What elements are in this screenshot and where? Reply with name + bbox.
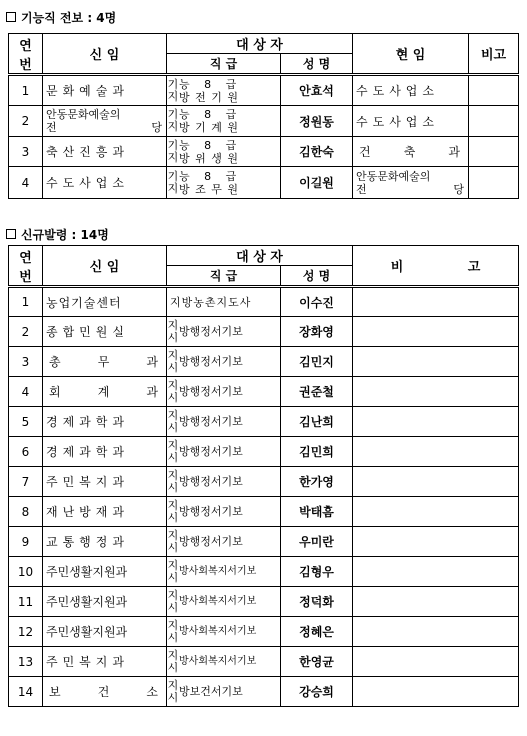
new-post: 건 (97, 685, 110, 699)
new-post: 수도사업소 (43, 167, 167, 199)
job-grade: 지방농촌지도사 (167, 287, 281, 317)
current-post: 당 (453, 182, 465, 196)
job-grade: 시 (167, 420, 179, 434)
header-label: 연 (19, 250, 32, 266)
job-grade: 지 (167, 378, 179, 392)
job-grade: 시 (167, 570, 179, 584)
table-row (9, 407, 519, 437)
job-grade: 시 (167, 480, 179, 494)
table-cell (43, 353, 166, 370)
job-grade: 방행정서기보 (179, 355, 243, 368)
table-row (9, 467, 519, 497)
row-number: 4 (9, 377, 43, 407)
table-cell (179, 78, 280, 104)
table-row (9, 677, 519, 707)
person-name: 장화영 (281, 317, 353, 347)
table-cell (167, 530, 179, 554)
table-row (9, 347, 519, 377)
table-row (9, 106, 519, 137)
job-grade: 지 (167, 618, 179, 632)
job-grade: 지 (167, 150, 179, 164)
table-cell (167, 650, 280, 674)
job-grade: 지 (167, 438, 179, 452)
row-number: 4 (9, 167, 43, 199)
person-name: 김난희 (281, 407, 353, 437)
person-name: 정혜은 (281, 617, 353, 647)
new-post: 과 (146, 355, 158, 369)
row-number: 14 (9, 677, 43, 707)
row-number: 1 (9, 287, 43, 317)
table-row (9, 647, 519, 677)
new-post: 경제과학과 (43, 407, 167, 437)
new-post: 전 (46, 121, 57, 134)
table-cell (46, 121, 166, 134)
row-number: 7 (9, 467, 43, 497)
new-post: 교통행정과 (43, 527, 167, 557)
current-post: 안동문화예술의 (356, 169, 431, 183)
job-grade: 시 (167, 330, 179, 344)
table-cell (167, 410, 280, 434)
transfer-table (8, 33, 519, 199)
table-cell (167, 139, 280, 165)
person-name: 이수진 (281, 287, 353, 317)
current-post: 과 (448, 145, 461, 159)
header-label: 번 (19, 269, 32, 285)
table-cell (167, 500, 179, 524)
job-grade: 기 (167, 138, 179, 152)
table-cell (167, 530, 280, 554)
job-grade: 방사회복지서기보 (179, 566, 257, 577)
current-post: 전 (356, 182, 367, 196)
new-post: 보 (49, 685, 61, 699)
table-cell (167, 680, 179, 704)
checkbox-square-icon (6, 12, 16, 22)
job-grade: 방행정서기보 (179, 385, 243, 398)
table-cell (179, 108, 280, 134)
table-cell (167, 560, 179, 584)
row-number: 6 (9, 437, 43, 467)
person-name: 정원동 (281, 106, 353, 137)
new-post: 경제과학과 (43, 437, 167, 467)
job-grade: 지 (167, 120, 179, 133)
job-grade: 시 (167, 600, 179, 614)
row-number: 5 (9, 407, 43, 437)
new-post: 회 (49, 385, 61, 399)
header-current-post: 현 임 (353, 34, 469, 75)
table-cell (167, 350, 280, 374)
job-grade: 시 (167, 540, 179, 554)
new-post: 무 (97, 355, 110, 369)
current-post: 수도사업소 (353, 106, 469, 137)
new-post: 종합민원실 (43, 317, 167, 347)
person-name: 강승희 (281, 677, 353, 707)
job-grade: 방보건서기보 (179, 685, 243, 698)
table-cell (167, 170, 280, 196)
table-cell (353, 143, 468, 160)
table-row (9, 377, 519, 407)
table-cell (167, 78, 280, 104)
new-post: 문화예술과 (43, 75, 167, 106)
person-name: 정덕화 (281, 587, 353, 617)
job-grade: 지 (167, 408, 179, 422)
new-post: 재난방재과 (43, 497, 167, 527)
header-target: 대 상 자 (167, 34, 353, 54)
table-row (9, 167, 519, 199)
job-grade: 지 (167, 558, 179, 572)
job-grade: 방행정서기보 (179, 445, 243, 458)
job-grade: 시 (167, 390, 179, 404)
table-cell (167, 620, 179, 644)
new-post: 주민복지과 (43, 467, 167, 497)
table-cell (167, 590, 179, 614)
job-grade: 방사회복지서기보 (179, 656, 257, 667)
table-row (9, 437, 519, 467)
table-cell (167, 108, 280, 134)
job-grade: 지 (167, 678, 179, 692)
person-name: 김한숙 (281, 137, 353, 167)
section1-heading (6, 9, 116, 26)
header-no (9, 34, 43, 75)
table-cell (167, 680, 280, 704)
section2-title: 신규발령 : 14명 (21, 228, 109, 242)
table-cell (167, 620, 280, 644)
header-remarks: 비고 (469, 34, 519, 75)
job-grade: 방 전 기 원 (179, 90, 239, 104)
table-cell (167, 440, 179, 464)
new-post: 주민생활지원과 (43, 587, 167, 617)
job-grade: 지 (167, 181, 179, 195)
job-grade: 능 8 급 (179, 138, 238, 152)
table-cell (179, 170, 280, 196)
table-cell (167, 380, 179, 404)
job-grade: 방사회복지서기보 (179, 596, 257, 607)
header-label: 번 (19, 57, 32, 73)
new-post: 과 (146, 385, 158, 399)
job-grade: 방 위 생 원 (179, 151, 239, 165)
table-cell (167, 320, 179, 344)
row-number: 8 (9, 497, 43, 527)
section2-heading (6, 226, 109, 243)
job-grade: 방행정서기보 (179, 475, 243, 488)
header-name: 성 명 (281, 54, 353, 75)
table-row (9, 317, 519, 347)
table-cell (167, 109, 179, 133)
table-cell (167, 650, 179, 674)
table-cell (167, 320, 280, 344)
row-number: 2 (9, 106, 43, 137)
checkbox-square-icon (6, 229, 16, 239)
row-number: 13 (9, 647, 43, 677)
job-grade: 지 (167, 318, 179, 332)
job-grade: 지 (167, 588, 179, 602)
person-name: 이길원 (281, 167, 353, 199)
table-cell (167, 171, 179, 195)
table-row (9, 557, 519, 587)
row-number: 3 (9, 347, 43, 377)
header-target: 대 상 자 (167, 246, 353, 266)
new-post: 소 (146, 685, 158, 699)
job-grade: 시 (167, 660, 179, 674)
job-grade: 방사회복지서기보 (179, 626, 257, 637)
header-new-post: 신 임 (43, 34, 167, 75)
job-grade: 지 (167, 648, 179, 662)
job-grade: 지 (167, 498, 179, 512)
table-cell (167, 350, 179, 374)
header-no (9, 246, 43, 287)
new-post: 주민생활지원과 (43, 617, 167, 647)
person-name: 박태흠 (281, 497, 353, 527)
table-cell (167, 440, 280, 464)
row-number: 12 (9, 617, 43, 647)
table-row (9, 617, 519, 647)
new-post: 당 (151, 121, 162, 134)
job-grade: 시 (167, 360, 179, 374)
person-name: 안효석 (281, 75, 353, 106)
row-number: 1 (9, 75, 43, 106)
new-post: 안동문화예술의 (46, 108, 121, 121)
new-post: 주민복지과 (43, 647, 167, 677)
row-number: 3 (9, 137, 43, 167)
header-label: 연 (19, 38, 32, 54)
job-grade: 기 (167, 108, 179, 121)
job-grade: 기 (167, 77, 179, 91)
header-new-post: 신 임 (43, 246, 167, 287)
person-name: 한가영 (281, 467, 353, 497)
row-number: 10 (9, 557, 43, 587)
table-cell (167, 470, 280, 494)
new-post: 주민생활지원과 (43, 557, 167, 587)
table-row (9, 587, 519, 617)
person-name: 한영균 (281, 647, 353, 677)
current-post: 축 (403, 145, 416, 159)
person-name: 우미란 (281, 527, 353, 557)
job-grade: 방행정서기보 (179, 415, 243, 428)
job-grade: 방 기 계 원 (179, 121, 239, 134)
new-appointment-table (8, 245, 519, 707)
job-grade: 시 (167, 510, 179, 524)
header-name: 성 명 (281, 266, 353, 287)
table-cell (167, 140, 179, 164)
row-number: 11 (9, 587, 43, 617)
table-row (9, 287, 519, 317)
job-grade: 방행정서기보 (179, 535, 243, 548)
person-name: 김형우 (281, 557, 353, 587)
table-row (9, 75, 519, 106)
job-grade: 시 (167, 690, 179, 704)
job-grade: 방 조 무 원 (179, 182, 239, 196)
new-post: 농업기술센터 (43, 287, 167, 317)
person-name: 김민지 (281, 347, 353, 377)
table-cell (43, 683, 166, 700)
table-cell (167, 560, 280, 584)
table-cell (167, 500, 280, 524)
section1-title: 기능직 전보 : 4명 (21, 11, 117, 25)
header-remarks: 비 고 (353, 246, 519, 287)
job-grade: 능 8 급 (179, 169, 238, 183)
job-grade: 시 (167, 450, 179, 464)
job-grade: 기 (167, 169, 179, 183)
job-grade: 지 (167, 468, 179, 482)
table-row (9, 497, 519, 527)
person-name: 권준철 (281, 377, 353, 407)
table-cell (167, 79, 179, 103)
person-name: 김민희 (281, 437, 353, 467)
job-grade: 능 8 급 (179, 108, 238, 121)
table-row (9, 137, 519, 167)
new-post: 총 (49, 355, 61, 369)
table-cell (43, 383, 166, 400)
table-cell (356, 183, 468, 196)
row-number: 2 (9, 317, 43, 347)
header-grade: 직 급 (167, 54, 281, 75)
table-row (9, 527, 519, 557)
table-cell (167, 470, 179, 494)
job-grade: 방행정서기보 (179, 325, 243, 338)
table-cell (167, 410, 179, 434)
current-post: 건 (359, 145, 371, 159)
job-grade: 시 (167, 630, 179, 644)
table-cell (179, 139, 280, 165)
job-grade: 지 (167, 348, 179, 362)
current-post: 수도사업소 (353, 75, 469, 106)
new-post: 계 (97, 385, 110, 399)
table-cell (167, 380, 280, 404)
row-number: 9 (9, 527, 43, 557)
header-grade: 직 급 (167, 266, 281, 287)
job-grade: 방행정서기보 (179, 505, 243, 518)
job-grade: 지 (167, 528, 179, 542)
job-grade: 지 (167, 89, 179, 103)
job-grade: 능 8 급 (179, 77, 238, 91)
new-post: 축산진흥과 (43, 137, 167, 167)
table-cell (167, 590, 280, 614)
